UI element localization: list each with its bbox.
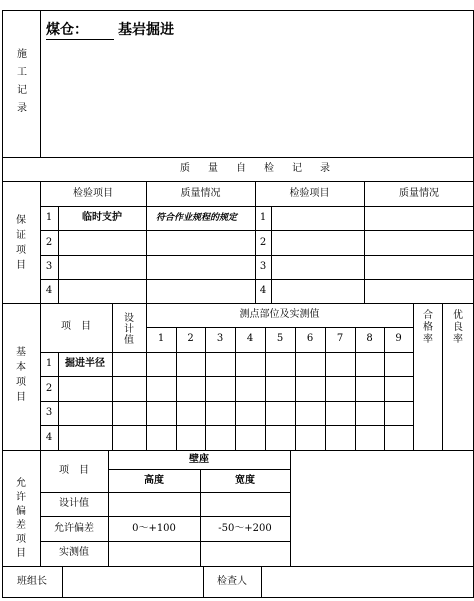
b-rule-measure-sub: [146, 327, 414, 328]
b-point-number: 7: [336, 333, 344, 344]
g-row1-quality: 符合作业规程的规定: [156, 213, 238, 223]
g-rule-h3: [40, 255, 474, 256]
border-left: [2, 10, 3, 598]
rule-deviation-end: [2, 566, 474, 567]
b-rule-p6: [325, 327, 326, 451]
d-rule-h2: [40, 516, 291, 517]
g-row-num-l: 4: [45, 285, 53, 296]
g-row-num-r: 4: [259, 285, 267, 296]
g-row-num-r: 1: [259, 212, 267, 223]
b-row-num: 4: [45, 432, 53, 443]
b-rule-measure-end: [413, 303, 414, 451]
basic-items-label: 基本项目: [16, 347, 26, 403]
d-height-allowed: 0～+100: [132, 523, 176, 534]
d-header-wall-seat: 壁座: [189, 454, 209, 465]
g-rule-h1: [40, 206, 474, 207]
b-point-number: 2: [187, 333, 194, 344]
b-rule-h4: [40, 425, 414, 426]
rule-record-end: [2, 157, 474, 158]
b-rule-design: [146, 303, 147, 451]
g-row-num-l: 1: [45, 212, 53, 223]
g-header-quality-r: 质量情况: [399, 188, 439, 199]
b-header-pass-rate: 合格率: [423, 310, 433, 345]
d-header-height: 高度: [144, 475, 164, 486]
heading-value: 基岩掘进: [118, 22, 174, 38]
b-row1-item: 掘进半径: [65, 358, 105, 369]
g-rule-h2: [40, 230, 474, 231]
d-design-value-label: 设计值: [59, 498, 89, 509]
b-rule-h3: [40, 401, 414, 402]
b-rule-p3: [235, 327, 236, 451]
d-rule-h1: [40, 492, 291, 493]
b-row-num: 3: [45, 407, 53, 418]
team-leader-label: 班组长: [17, 576, 47, 587]
g-row-num-l: 3: [45, 261, 53, 272]
b-header-design: 设计值: [124, 313, 134, 346]
f-rule-3: [261, 566, 262, 598]
b-rule-p8: [384, 327, 385, 451]
g-header-item-r: 检验项目: [289, 188, 330, 199]
rule-left-col-a: [40, 10, 41, 158]
b-point-number: 9: [395, 333, 402, 344]
d-rule-h3: [40, 541, 291, 542]
b-header-measure: 测点部位及实测值: [239, 309, 320, 320]
d-header-item: 项 目: [59, 465, 89, 476]
b-row-num: 1: [45, 358, 53, 369]
b-rule-p7: [355, 327, 356, 451]
b-point-number: 4: [246, 333, 254, 344]
construction-record-label: 施工记录: [17, 49, 27, 114]
border-top: [2, 10, 474, 11]
b-rule-p2: [205, 327, 206, 451]
coal-bin-underline: [46, 39, 114, 40]
b-header-item: 项 目: [61, 321, 91, 332]
b-rule-pass: [442, 303, 443, 451]
g-header-item-l: 检验项目: [73, 188, 113, 199]
rule-basic-end: [2, 450, 474, 451]
d-rule-item: [108, 450, 109, 567]
d-rule-width: [290, 450, 291, 567]
g-row-num-r: 3: [259, 261, 267, 272]
b-rule-p1: [176, 327, 177, 451]
b-rule-h2: [40, 376, 414, 377]
b-row-num: 2: [45, 383, 53, 394]
d-width-allowed: -50～+200: [218, 523, 272, 534]
coal-bin-label: 煤仓：: [46, 22, 88, 38]
d-measured-label: 实测值: [59, 547, 89, 558]
b-point-number: 3: [216, 333, 224, 344]
g-header-quality-l: 质量情况: [180, 188, 221, 199]
f-rule-1: [62, 566, 63, 598]
b-rule-item: [112, 303, 113, 451]
b-rule-p4: [265, 327, 266, 451]
rule-guarantee-end: [2, 303, 474, 304]
deviation-items-label: 允许偏差项目: [16, 478, 26, 559]
guarantee-items-label: 保证项目: [16, 215, 26, 271]
g-row1-item: 临时支护: [82, 212, 122, 223]
rule-title-end: [2, 181, 474, 182]
b-point-number: 6: [306, 333, 314, 344]
d-rule-h0: [108, 469, 291, 470]
b-rule-h1: [40, 352, 414, 353]
inspector-label: 检查人: [217, 576, 247, 587]
d-header-width: 宽度: [235, 475, 255, 486]
b-point-number: 8: [366, 333, 373, 344]
g-row-num-l: 2: [45, 237, 53, 248]
d-allowed-label: 允许偏差: [54, 523, 94, 534]
b-point-number: 5: [276, 333, 284, 344]
g-rule-h4: [40, 279, 474, 280]
g-row-num-r: 2: [259, 237, 267, 248]
border-bottom: [2, 597, 474, 598]
quality-title: 质 量 自 检 记 录: [180, 163, 334, 174]
b-point-number: 1: [157, 333, 165, 344]
b-header-excellent-rate: 优良率: [453, 310, 463, 345]
b-rule-p5: [295, 327, 296, 451]
